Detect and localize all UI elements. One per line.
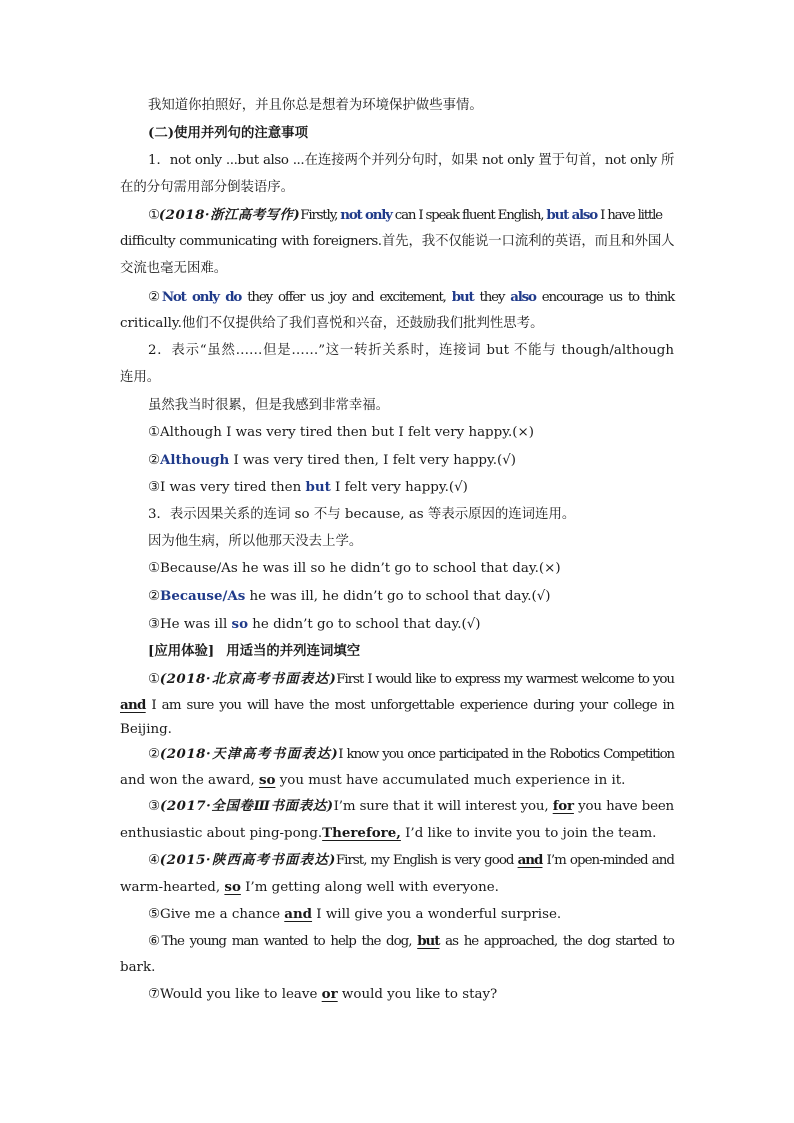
answer-blank: and [120,697,146,713]
answer-blank: or [321,986,338,1002]
rule-2-line-2: 连用。 [120,370,161,385]
question-1-line-2: and I am sure you will have the most unforgettable experience during your college in [120,697,674,713]
rule-3: 3．表示因果关系的连词 so 不与 because, as 等表示原因的连词连用。 [148,507,576,522]
question-4-line-2: warm-hearted, so I’m getting along well with everyone. [120,879,499,895]
answer-blank: for [552,798,574,814]
question-5: ⑤Give me a chance and I will give you a wonderful surprise. [148,906,562,922]
rule-1-line-1: 1．not only ...but also ...在连接两个并列分句时，如果 not only 置于句首，not only 所 [148,153,674,168]
question-3-line-2: enthusiastic about ping-pong.Therefore, I’d like to invite you to join the team. [120,825,657,841]
ill-example-1: ①Because/As he was ill so he didn’t go to school that day.(×) [148,561,561,576]
answer-blank: but [417,933,440,949]
question-7: ⑦Would you like to leave or would you like to stay? [148,986,498,1002]
section-heading: (二)使用并列句的注意事项 [148,125,308,141]
answer-blank: and [517,852,543,868]
answer-blank: and [284,906,313,922]
paragraph-translation: 我知道你拍照好，并且你总是想着为环境保护做些事情。 [148,98,483,113]
answer-blank: so [224,879,241,895]
example-2-line-2: critically.他们不仅提供给了我们喜悦和兴奋，还鼓励我们批判性思考。 [120,316,544,331]
tired-example-3: ③I was very tired then but I felt very happy.(√) [148,479,468,495]
rule-1-line-2: 在的分句需用部分倒装语序。 [120,180,295,195]
question-1-line-1: ①(2018·北京高考书面表达)First I would like to express my warmest welcome to you [148,671,674,687]
question-3-line-1: ③(2017·全国卷Ⅲ书面表达)I’m sure that it will interest you, for you have been [148,798,674,814]
tired-example-1: ①Although I was very tired then but I felt very happy.(×) [148,425,534,440]
ill-example-2: ②Because/As he was ill, he didn’t go to school that day.(√) [148,588,551,604]
question-4-line-1: ④(2015·陕西高考书面表达)First, my English is very good and I’m open-minded and [148,852,674,868]
question-2-line-1: ②(2018·天津高考书面表达)I know you once participated in the Robotics Competition [148,746,674,762]
example-1-line-1: ①(2018·浙江高考写作)Firstly, not only can I speak fluent English, but also I have little [148,207,662,223]
question-1-line-3: Beijing. [120,722,172,737]
example-1-line-3: 交流也毫无困难。 [120,261,228,276]
answer-blank: Therefore, [322,825,401,841]
ill-translation: 因为他生病，所以他那天没去上学。 [148,534,363,549]
tired-translation: 虽然我当时很累，但是我感到非常幸福。 [148,398,390,413]
example-1-line-2: difficulty communicating with foreigners.首先，我不仅能说一口流利的英语，而且和外国人 [120,234,674,249]
answer-blank: so [258,772,276,788]
ill-example-3: ③He was ill so he didn’t go to school that day.(√) [148,616,481,632]
question-6-line-2: bark. [120,960,156,975]
practice-heading: [应用体验] 用适当的并列连词填空 [148,643,361,659]
question-6-line-1: ⑥The young man wanted to help the dog, but as he approached, the dog started to [148,933,674,949]
rule-2-line-1: 2．表示“虽然……但是……”这一转折关系时，连接词 but 不能与 though/although [148,343,674,358]
example-2-line-1: ②Not only do they offer us joy and excitement, but they also encourage us to think [148,289,674,305]
question-2-line-2: and won the award, so you must have accumulated much experience in it. [120,772,626,788]
tired-example-2: ②Although I was very tired then, I felt very happy.(√) [148,452,516,468]
